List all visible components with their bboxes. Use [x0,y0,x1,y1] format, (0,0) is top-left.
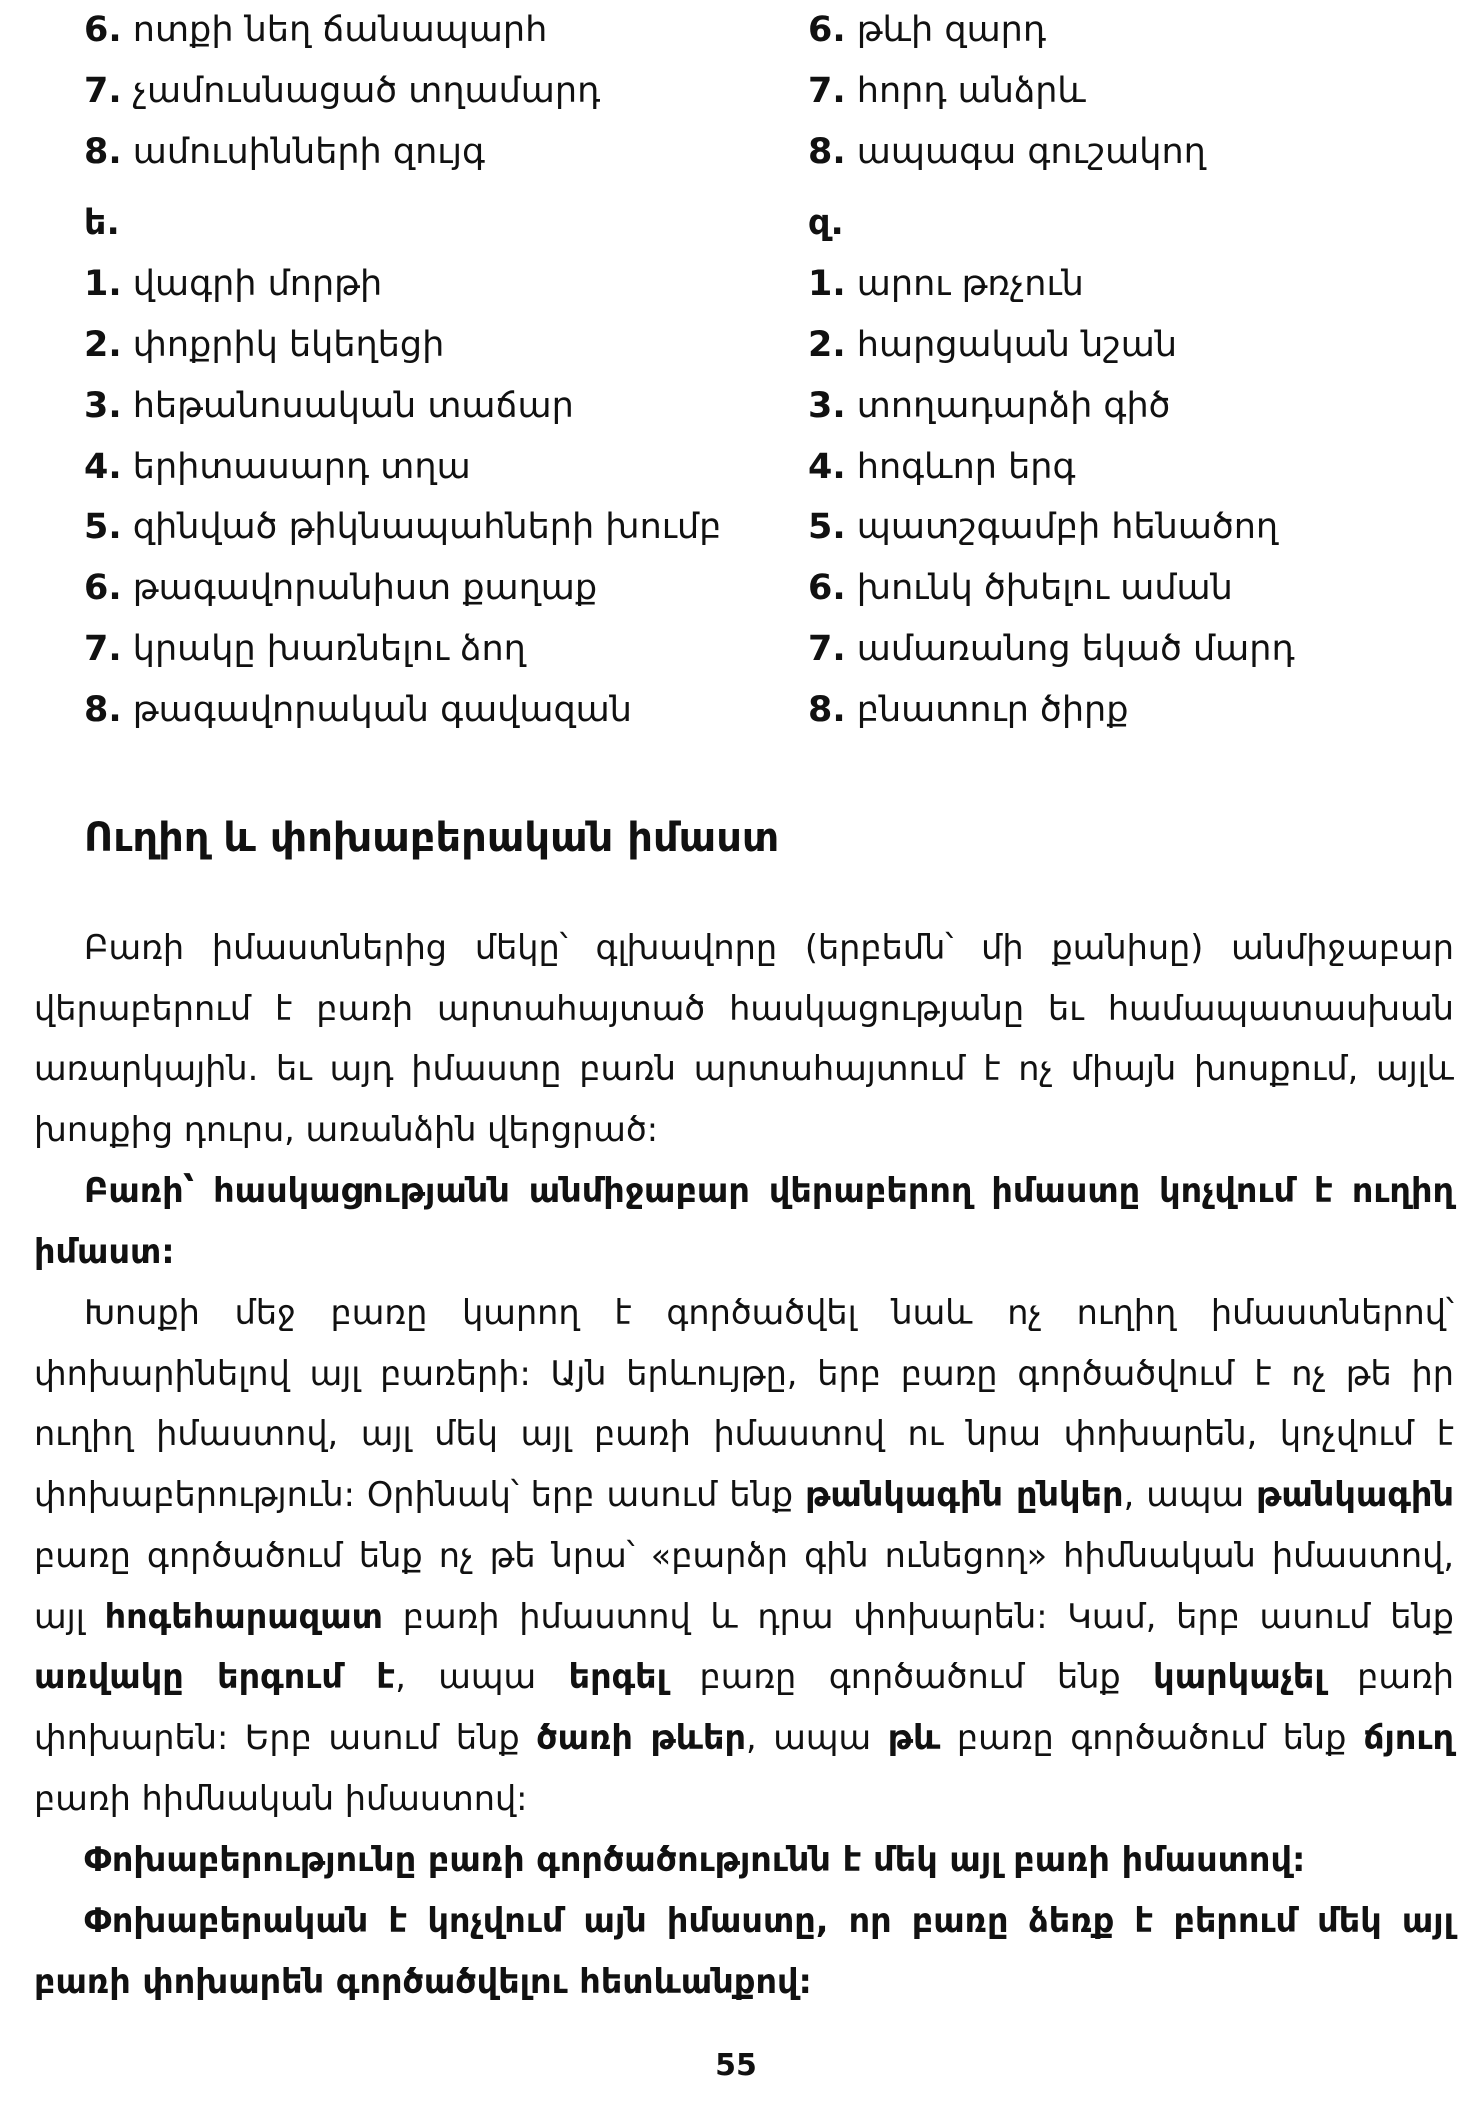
item-text: թևի զարդ [856,10,1047,50]
item-text: փոքրիկ եկեղեցի [132,324,445,365]
item-number: 6. [84,568,122,609]
item-text: չամուսնացած տղամարդ [132,70,601,111]
list-item [84,497,724,558]
list-item [808,61,1448,122]
item-text: ոտքի նեղ ճանապարհ [132,10,548,50]
group-label: զ. [808,203,844,244]
item-text: թագավորական գավազան [132,689,632,730]
item-text: հոգևոր երգ [856,446,1076,487]
item-text: խունկ ծխելու աման [856,568,1233,609]
list-item [84,122,724,183]
list-item [808,680,1448,741]
item-text: թագավորանիստ քաղաք [132,568,598,609]
item-number: 3. [808,385,846,426]
item-text: տողադարձի գիծ [856,385,1171,426]
item-text: վագրի մորթի [132,264,383,305]
list-item [84,437,724,498]
definition-metaphor: Փոխաբերությունը բառի գործածությունն է մեկ այլ բառի իմաստով: [84,1840,1306,1879]
list-item [84,619,724,680]
list-item [808,376,1448,437]
item-number: 6. [808,10,846,50]
group-label: ե. [84,203,120,244]
item-number: 8. [808,131,846,172]
list-item [808,497,1448,558]
example-term: հոգեհարազատ [104,1596,383,1636]
list-item [808,619,1448,680]
list-item [808,558,1448,619]
page-number: 55 [715,2048,757,2083]
item-text: հորդ անձրև [856,70,1086,111]
list-item [84,558,724,619]
list-item [808,437,1448,498]
example-term: երգել [568,1657,668,1697]
paragraph-1: Բառի իմաստներից մեկը՝ գլխավորը (երբեմն՝ մի քանիսը) անմիջաբար վերաբերում է բառի արտահայտած հասկացությանը եւ համապատասխան առարկային. եւ այդ իմաստը բառն արտահայտում է ոչ միայն խոսքում, այլև խոսքից դուրս, առանձին վերցրած: [34,928,1454,1150]
left-column [84,0,724,741]
item-number: 6. [808,568,846,609]
example-term: թանկագին ընկեր [805,1475,1124,1515]
list-item [84,376,724,437]
item-text: զինված թիկնապահների խումբ [132,507,722,548]
item-number: 5. [808,507,846,548]
item-number: 8. [808,689,846,730]
item-text: արու թռչուն [856,264,1084,305]
item-text: ամուսինների զույգ [132,131,486,172]
item-text: ամառանոց եկած մարդ [856,628,1295,669]
list-item [84,254,724,315]
item-number: 1. [808,264,846,305]
list-item [808,122,1448,183]
item-text: հեթանոսական տաճար [132,385,574,426]
item-text: բնատուր ծիրք [856,689,1129,730]
example-term: կարկաչել [1153,1657,1325,1697]
definition-direct-meaning: Բառի՝ հասկացությանն անմիջաբար վերաբերող իմաստը կոչվում է ուղիղ իմաստ: [34,1171,1454,1271]
item-number: 1. [84,264,122,305]
definition-figurative-meaning: Փոխաբերական է կոչվում այն իմաստը, որ բառը ձեռք է բերում մեկ այլ բառի փոխարեն գործածվելու հետևանքով: [34,1901,1454,2001]
item-number: 8. [84,131,122,172]
example-term: թանկագին [1256,1475,1454,1515]
item-number: 7. [808,628,846,669]
example-term: առվակը երգում է [34,1657,396,1697]
list-item [808,0,1448,61]
item-number: 5. [84,507,122,548]
list-item [808,254,1448,315]
list-item [84,315,724,376]
item-number: 4. [84,446,122,487]
list-item [84,0,724,61]
item-text: հարցական նշան [856,324,1178,365]
item-number: 2. [84,324,122,365]
example-term: թև [887,1717,941,1757]
list-item [808,315,1448,376]
item-number: 2. [808,324,846,365]
section-heading: Ուղիղ և փոխաբերական իմաստ [84,815,780,861]
paragraph-3: Խոսքի մեջ բառը կարող է գործածվել նաև ոչ ուղիղ իմաստներով՝ փոխարինելով այլ բառերի: Այն երևույթը, երբ բառը գործածվում է ոչ թե իր ուղիղ իմաստով, այլ մեկ այլ բառի իմաստով ու նրա փոխարեն, կոչվում է փոխաբերություն: Օրինակ՝ երբ ասում ենք թանկագին ընկեր, ապա թանկագին բառը գործածում ենք ոչ թե նրա՝ «բարձր գին ունեցող» հիմնական իմաստով, այլ հոգեհարազատ բառի իմաստով և դրա փոխարեն: Կամ, երբ ասում ենք առվակը երգում է, ապա երգել բառը գործածում ենք կարկաչել բառի փոխարեն: Երբ ասում ենք ծառի թևեր, ապա թև բառը գործածում ենք ճյուղ բառի հիմնական իմաստով: [34,1293,1454,1818]
item-text: ապագա գուշակող [856,131,1206,172]
item-number: 8. [84,689,122,730]
item-number: 7. [84,70,122,111]
item-text: երիտասարդ տղա [132,446,471,487]
list-item [84,680,724,741]
item-text: կրակը խառնելու ձող [132,628,526,669]
item-number: 4. [808,446,846,487]
list-item [84,61,724,122]
example-term: ճյուղ [1363,1717,1454,1757]
example-term: ծառի թևեր [536,1717,747,1757]
item-number: 3. [84,385,122,426]
item-number: 7. [84,628,122,669]
item-number: 7. [808,70,846,111]
right-column [808,0,1448,741]
item-number: 6. [84,10,122,50]
item-text: պատշգամբի հենածող [856,507,1279,548]
